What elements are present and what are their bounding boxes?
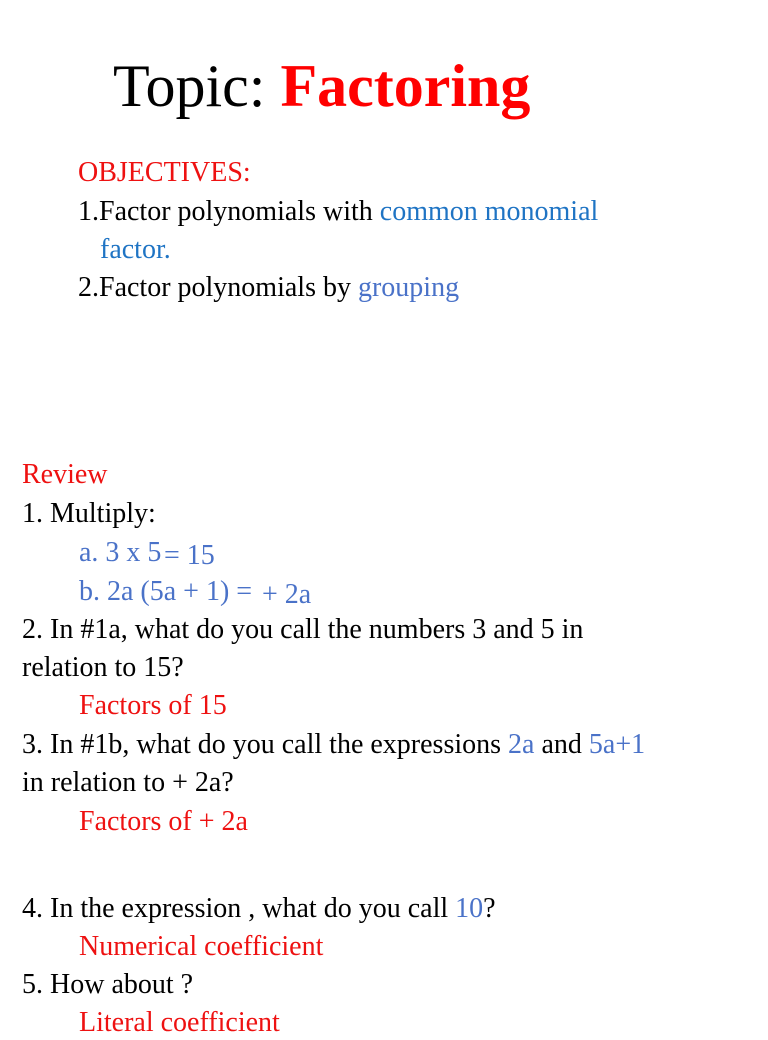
question-1b [79, 575, 312, 610]
question-3-highlight-1: 2a [508, 729, 535, 760]
question-4-text: 4. In the expression , what do you call [22, 893, 456, 924]
question-1a [79, 536, 215, 571]
question-3-line-2: in relation to + 2a? [22, 767, 234, 798]
objective-1-text: 1.Factor polynomials with [78, 196, 380, 227]
objective-1-continuation: factor. [100, 234, 171, 265]
objective-1 [78, 195, 598, 229]
page-title [113, 50, 530, 122]
title-prefix: Topic: [113, 53, 281, 119]
objective-1-highlight: common monomial [379, 196, 599, 227]
objective-2-text: 2.Factor polynomials by [78, 272, 358, 303]
question-1a-result: = 15 [164, 540, 215, 571]
objective-2 [78, 271, 459, 305]
question-3-highlight-2: 5a+1 [588, 729, 646, 760]
question-3-answer: Factors of + 2a [79, 806, 248, 837]
question-4-suffix: ? [483, 893, 496, 924]
review-heading: Review [22, 459, 108, 490]
question-3-line-1 [22, 728, 645, 762]
question-1b-expression: b. 2a (5a + 1) = [79, 576, 253, 607]
question-4-highlight: 10 [455, 893, 484, 924]
question-1b-result: + 2a [262, 579, 312, 610]
question-3-text: 3. In #1b, what do you call the expressions [22, 729, 509, 760]
question-2-line-1: 2. In #1a, what do you call the numbers 3 and 5 in [22, 614, 584, 645]
question-1: 1. Multiply: [22, 498, 156, 529]
question-5-answer: Literal coefficient [79, 1007, 280, 1038]
question-5: 5. How about ? [22, 969, 194, 1000]
question-2-line-2: relation to 15? [22, 652, 184, 683]
title-highlight: Factoring [280, 53, 531, 119]
question-4-answer: Numerical coefficient [79, 931, 324, 962]
objective-2-highlight: grouping [357, 272, 460, 303]
question-4 [22, 892, 496, 926]
objectives-heading: OBJECTIVES: [78, 157, 251, 188]
question-3-mid: and [534, 729, 589, 760]
question-1a-expression: a. 3 x 5 [79, 537, 162, 568]
question-2-answer: Factors of 15 [79, 690, 227, 721]
